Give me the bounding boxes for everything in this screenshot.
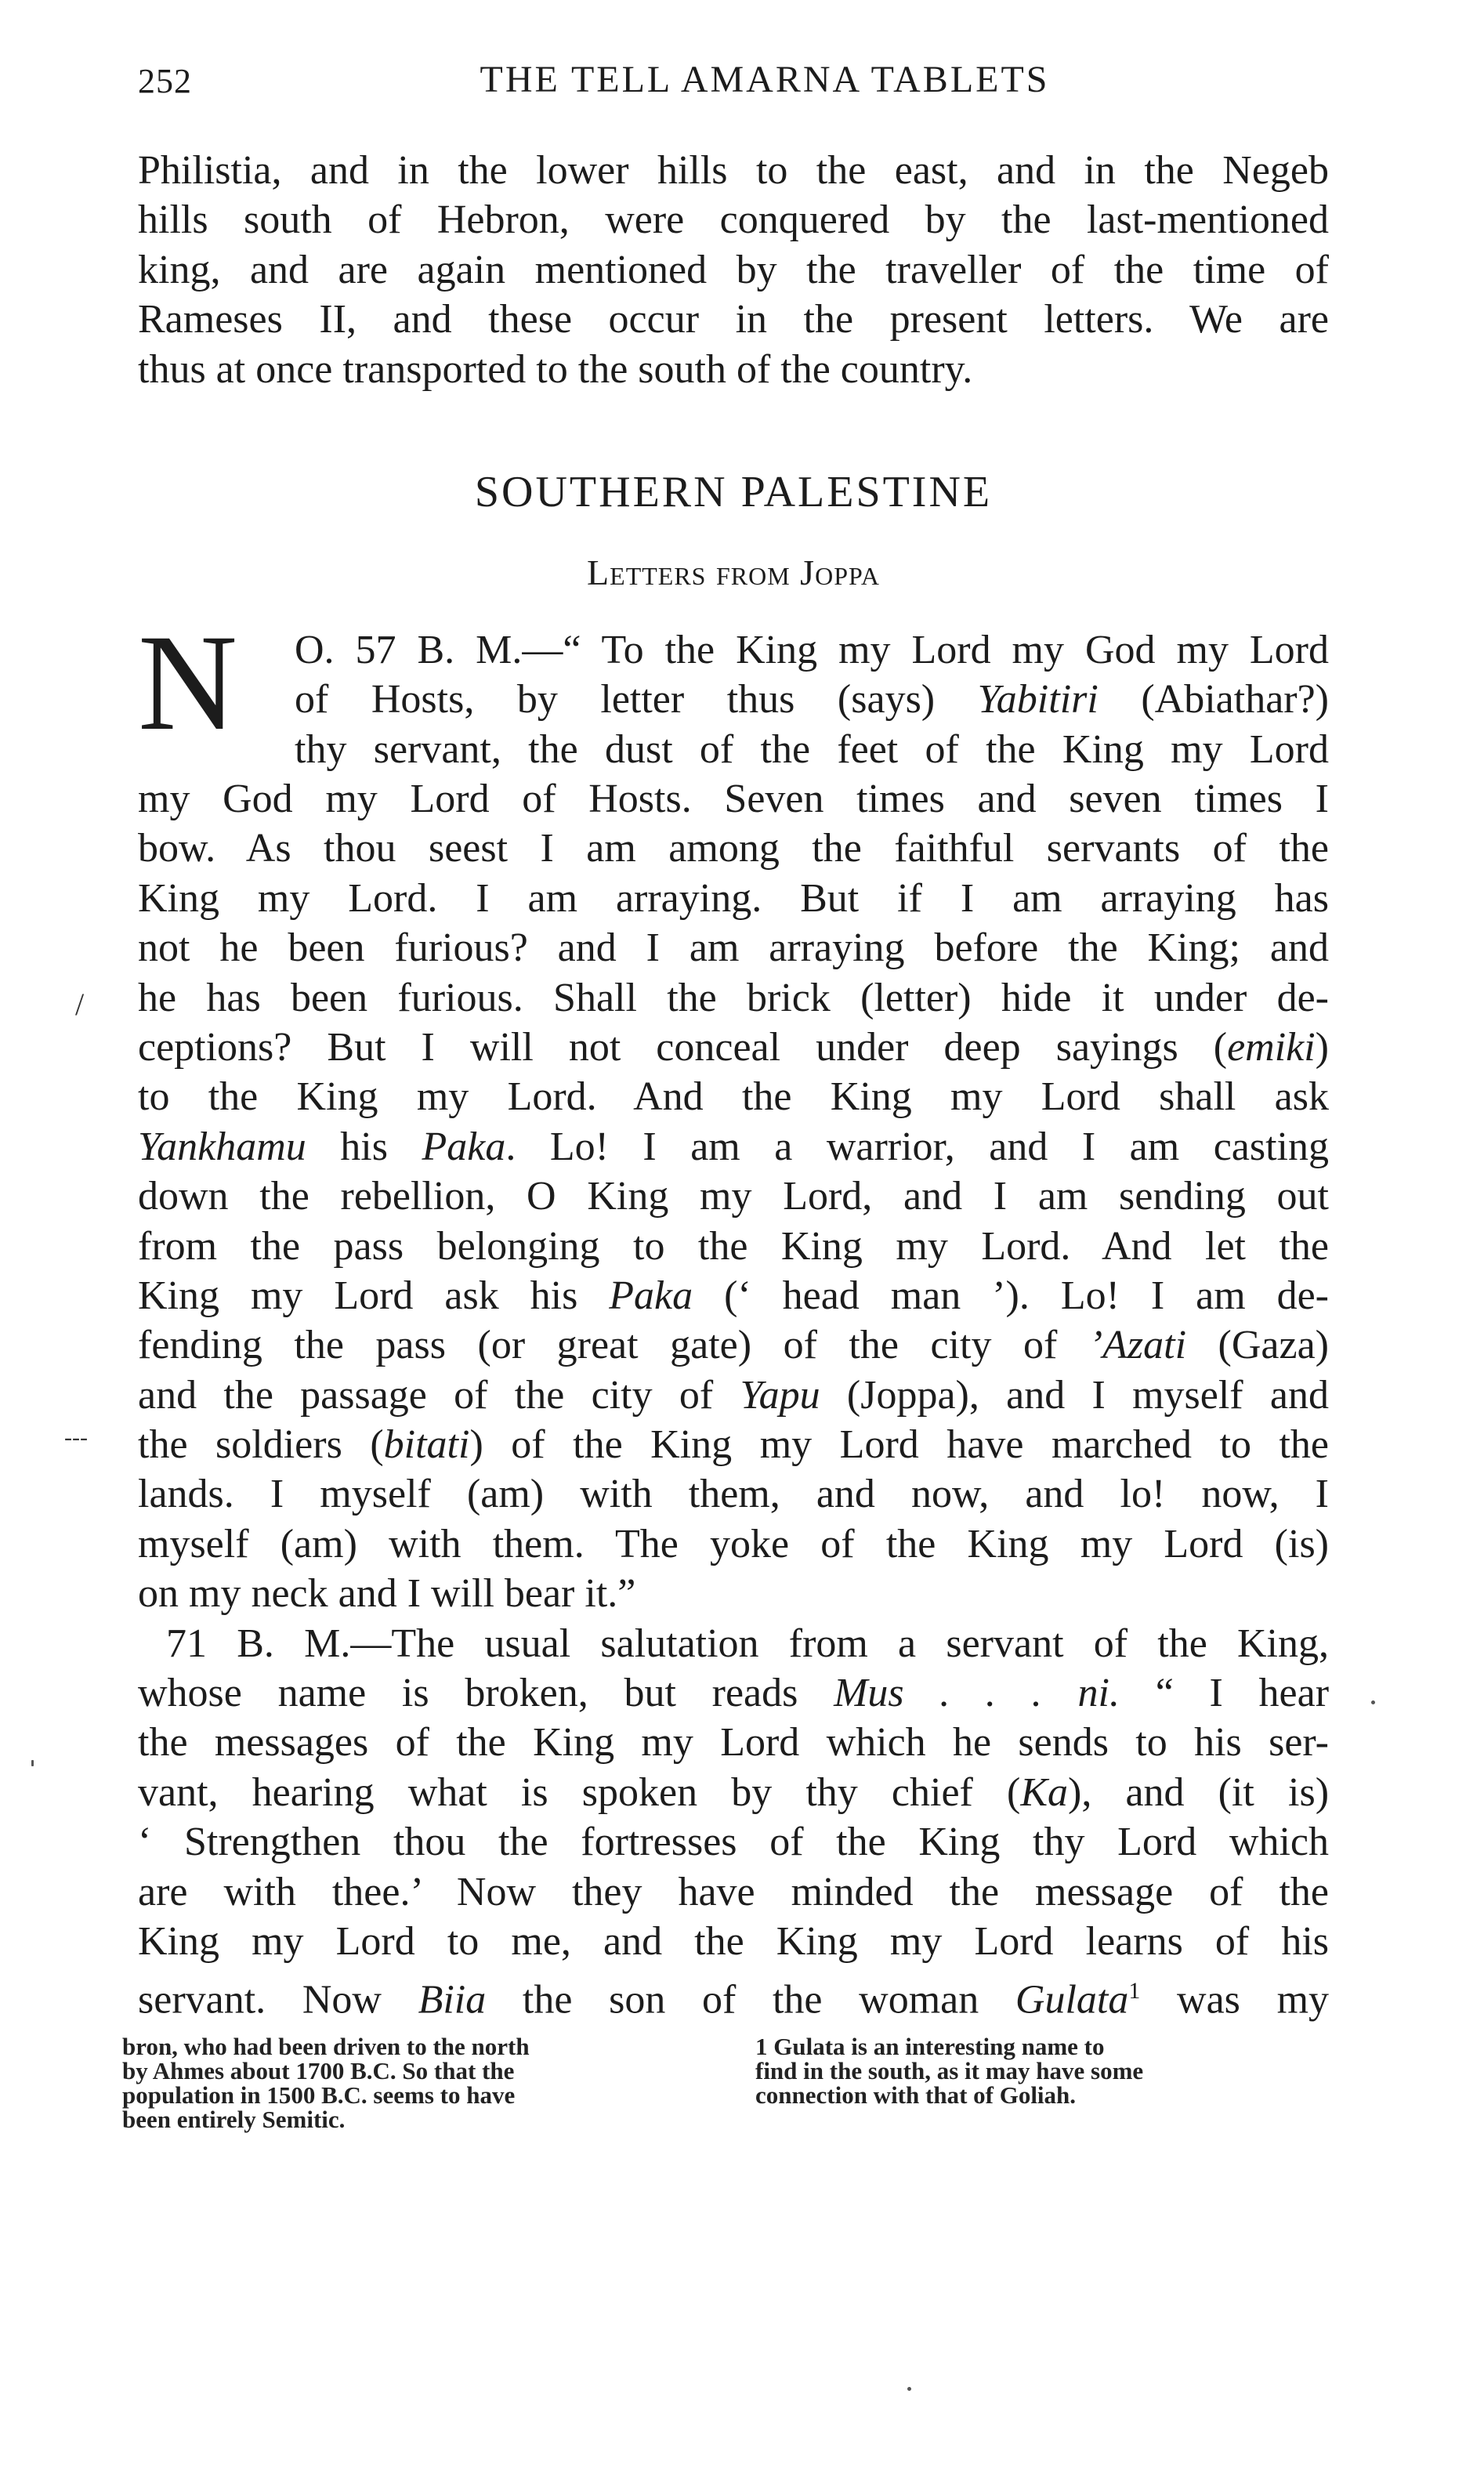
text-run: and the passage of the city of — [138, 1372, 740, 1418]
margin-dot — [31, 1760, 34, 1766]
text-line: ‘ Strengthen thou the fortresses of the King thy Lord which — [138, 1820, 1329, 1865]
page-number: 252 — [138, 62, 192, 100]
text-run: the son of the woman — [486, 1977, 1015, 2023]
text-line: to the King my Lord. And the King my Lord shall ask — [138, 1074, 1329, 1120]
name-run: Yankhamu — [138, 1124, 306, 1169]
margin-dash-mark: -‑- — [64, 1425, 88, 1450]
text-run: whose name is broken, but reads — [138, 1671, 834, 1716]
text-line — [138, 1023, 1329, 1072]
text-line — [138, 1271, 1329, 1320]
running-head — [138, 58, 1345, 113]
term-run: emiki — [1227, 1024, 1316, 1070]
footnote-line: population in 1500 B.C. seems to have — [122, 2081, 516, 2109]
section-title: SOUTHERN PALESTINE — [474, 468, 993, 516]
text-run: King my Lord ask his — [138, 1273, 610, 1318]
text-run: of Hosts, by letter thus (says) — [295, 677, 978, 723]
text-run: was my — [1140, 1977, 1330, 2023]
text-line: thus at once transported to the south of the country. — [138, 346, 973, 392]
letters-body — [138, 774, 1330, 2023]
text-line: down the rebellion, O King my Lord, and I am sending out — [138, 1174, 1329, 1219]
text-run: (Joppa), and I myself and — [820, 1372, 1329, 1418]
text-line — [138, 1371, 1329, 1420]
text-line: not he been furious? and I am arraying before the King; and — [138, 925, 1329, 971]
text-line — [138, 1122, 1329, 1172]
text-line: Rameses II, and these occur in the present letters. We are — [138, 297, 1329, 342]
name-run: ’Azati — [1088, 1323, 1187, 1368]
letter-57-opening — [295, 625, 1329, 774]
text-line: he has been furious. Shall the brick (letter) hide it under de- — [138, 975, 1329, 1020]
footnote-ref: 1 — [1128, 1978, 1141, 2005]
term-run: Paka — [609, 1273, 693, 1318]
footnote-line: find in the south, as it may have some — [755, 2057, 1144, 2084]
margin-dot — [1371, 1700, 1375, 1704]
footnote-line: 1 Gulata is an interesting name to — [755, 2033, 1105, 2060]
text-line — [138, 1768, 1329, 1817]
text-line: on my neck and I will bear it.” — [138, 1571, 636, 1617]
section-subtitle — [138, 552, 1329, 593]
text-line: hills south of Hebron, were conquered by the last-mentioned — [138, 197, 1329, 243]
text-line — [295, 675, 1329, 724]
text-run: servant. Now — [138, 1977, 418, 2023]
text-run: (‘ head man ’). Lo! I am de- — [693, 1273, 1329, 1318]
text-run: the soldiers ( — [138, 1422, 384, 1468]
name-run: Gulata — [1015, 1977, 1129, 2023]
text-line: King my Lord to me, and the King my Lord learns of his — [138, 1918, 1329, 1964]
name-run: Yapu — [740, 1372, 820, 1418]
text-line: myself (am) with them. The yoke of the King my Lord (is) — [138, 1521, 1329, 1566]
text-line: are with thee.’ Now they have minded the message of the — [138, 1869, 1329, 1914]
name-run: Mus . . . ni. — [834, 1671, 1120, 1716]
name-run: Yabitiri — [977, 677, 1099, 723]
footnote-line: by Ahmes about 1700 B.C. So that the — [122, 2057, 515, 2084]
name-run: Biia — [418, 1977, 487, 2023]
text-line: bow. As thou seest I am among the faithful servants of the — [138, 826, 1329, 871]
footnote-line: been entirely Semitic. — [122, 2106, 346, 2133]
text-line: King my Lord. I am arraying. But if I am arraying has — [138, 875, 1329, 921]
text-run: his — [306, 1124, 422, 1169]
text-run: ), and (it is) — [1068, 1769, 1330, 1815]
text-run: ceptions? But I will not conceal under deep sayings ( — [138, 1024, 1228, 1070]
text-line: lands. I myself (am) with them, and now, and lo! now, I — [138, 1472, 1329, 1517]
term-run: bitati — [383, 1422, 470, 1468]
text-run: . Lo! I am a warrior, and I am casting — [505, 1124, 1329, 1169]
text-line: my God my Lord of Hosts. Seven times and seven times I — [138, 777, 1329, 821]
term-run: Paka — [422, 1124, 506, 1169]
term-run: Ka — [1020, 1769, 1068, 1815]
footnote-line: connection with that of Goliah. — [755, 2081, 1077, 2109]
drop-cap: N — [138, 607, 238, 759]
text-run: vant, hearing what is spoken by thy chief ( — [138, 1769, 1021, 1815]
margin-tick-mark: / — [75, 987, 85, 1022]
text-run: (Abiathar?) — [1098, 677, 1329, 723]
text-line: thy servant, the dust of the feet of the King my Lord — [295, 726, 1329, 772]
text-run: “ I hear — [1119, 1671, 1330, 1716]
text-line: O. 57 B. M.—“ To the King my Lord my God my Lord — [295, 628, 1329, 672]
footnote-1 — [755, 2034, 1345, 2107]
text-line: 71 B. M.—The usual salutation from a servant of the King, — [166, 1621, 1329, 1666]
text-line: king, and are again mentioned by the traveller of the time of — [138, 247, 1329, 292]
page-speck — [907, 2387, 911, 2391]
footnote-line: bron, who had been driven to the north — [122, 2033, 530, 2060]
text-line — [138, 1420, 1329, 1469]
text-run: ) — [1315, 1024, 1329, 1070]
running-title: THE TELL AMARNA TABLETS — [480, 59, 1050, 100]
text-line: Philistia, and in the lower hills to the east, and in the Negeb — [138, 148, 1329, 193]
section-subtitle-text: Letters from Joppa — [587, 552, 880, 592]
intro-paragraph — [138, 146, 1329, 394]
text-run: (Gaza) — [1186, 1323, 1329, 1368]
text-line: from the pass belonging to the King my Lord. And let the — [138, 1223, 1329, 1269]
text-line — [138, 1320, 1329, 1370]
text-run: ) of the King my Lord have marched to the — [469, 1422, 1329, 1468]
footnote-continued — [122, 2034, 710, 2131]
text-run: fending the pass (or great gate) of the city of — [138, 1323, 1089, 1368]
text-line: the messages of the King my Lord which he sends to his ser- — [138, 1720, 1329, 1766]
text-line — [138, 1966, 1330, 2023]
text-line — [138, 1668, 1329, 1718]
